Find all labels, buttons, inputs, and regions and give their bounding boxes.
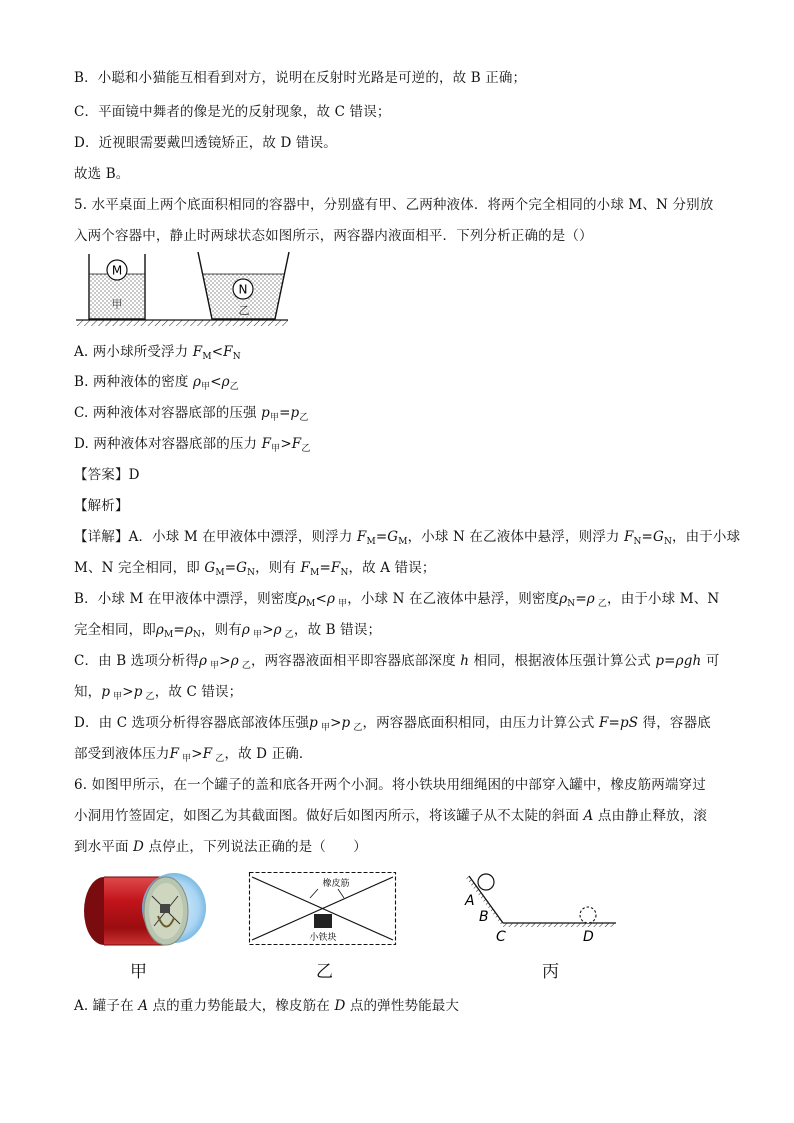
q5-detail-line1: 【详解】A．小球 M 在甲液体中漂浮，则浮力 $F_M=G_M$，小球 N 在乙液体中悬浮，则浮力 $F_N=G_N$，由于小球: [74, 529, 741, 547]
q5-detail-line6: 知，p $_甲$>p $_乙$，故 C 错误；: [74, 684, 243, 702]
ball-m-label: M: [111, 263, 123, 278]
prev-solution-conclusion: 故选 B。: [74, 166, 130, 182]
figure-bing-label: 丙: [542, 962, 559, 982]
liquid-jia-label: 甲: [111, 298, 123, 311]
q5-stem-line2: 入两个容器中，静止时两球状态如图所示，两容器内液面相平．下列分析正确的是（）: [74, 228, 593, 244]
can-start: [478, 874, 494, 890]
q6-stem-line2: 小洞用竹签固定，如图乙为其截面图。做好后如图丙所示，将该罐子从不太陡的斜面 A 点由静止释放，滚: [74, 808, 708, 824]
point-a-label: A: [465, 893, 475, 909]
q6-stem-line1: 6. 如图甲所示，在一个罐子的盖和底各开两个小洞。将小铁块用细绳困的中部穿入罐中，橡皮筋两端穿过: [74, 777, 706, 793]
q5-detail-line2: M、N 完全相同，即 $G_M=G_N$，则有 $F_M=F_N$，故 A 错误；: [74, 560, 436, 578]
rubber-band-label: 橡皮筋: [322, 879, 350, 889]
point-d-label: D: [583, 929, 594, 945]
answer-value: D: [128, 467, 140, 483]
q5-detail-line3: B．小球 M 在甲液体中漂浮，则密度$\rho_M<\rho$ $_甲$，小球 N 在乙液体中悬浮，则密度$\rho_N=\rho$ $_乙$，由于小球 M、N: [74, 591, 720, 609]
q5-detail-line4: 完全相同，即$\rho_M=\rho_N$，则有ρ $_甲$>ρ $_乙$，故 B 错误；: [74, 622, 382, 640]
q5-figure-containers: [70, 248, 292, 330]
q5-analysis-tag: 【解析】: [74, 498, 129, 514]
q5-detail-line8: 部受到液体压力F $_甲$>F $_乙$，故 D 正确．: [74, 746, 313, 764]
prev-solution-c: C．平面镜中舞者的像是光的反射现象，故 C 错误；: [74, 104, 391, 120]
q6-stem-line3: 到水平面 D 点停止，下列说法正确的是（ ）: [74, 839, 367, 855]
q5-detail-line7: D．由 C 选项分析得容器底部液体压强p $_甲$>p $_乙$，两容器底面积相同，由压力计算公式 F=pS 得，容器底: [74, 715, 711, 733]
prev-solution-b: B．小聪和小猫能互相看到对方，说明在反射时光路是可逆的，故 B 正确；: [74, 70, 527, 86]
can-photo: [74, 866, 214, 948]
q5-option-c: C. 两种液体对容器底部的压强 $p_甲=p_乙$: [74, 405, 309, 423]
prev-solution-d: D．近视眼需要戴凹透镜矫正，故 D 错误。: [74, 135, 337, 151]
point-c-label: C: [496, 929, 506, 945]
q5-detail-line5: C．由 B 选项分析得ρ $_甲$>ρ $_乙$，两容器液面相平即容器底部深度 h 相同，根据液体压强计算公式 p=ρgh 可: [74, 653, 720, 671]
q6-option-a: A. 罐子在 A 点的重力势能最大，橡皮筋在 D 点的弹性势能最大: [74, 998, 460, 1014]
cross-section-figure: [248, 871, 398, 947]
ball-n-label: N: [238, 282, 248, 297]
answer-tag: 【答案】: [74, 467, 129, 483]
q5-option-d: D. 两种液体对容器底部的压力 $F_甲>F_乙$: [74, 436, 311, 454]
figure-yi-label: 乙: [316, 962, 333, 982]
can-end: [580, 907, 596, 923]
figure-jia-label: 甲: [130, 962, 147, 982]
slope-figure: [460, 868, 620, 948]
liquid-yi-label: 乙: [238, 304, 250, 317]
q5-option-a: A. 两小球所受浮力 $F_M<F_N$: [74, 344, 241, 362]
q5-option-b: B. 两种液体的密度 $\rho_甲<\rho_乙$: [74, 374, 239, 392]
q5-stem-line1: 5. 水平桌面上两个底面积相同的容器中，分别盛有甲、乙两种液体．将两个完全相同的小球 M、N 分别放: [74, 197, 714, 213]
iron-block: [314, 914, 332, 928]
iron-block-label: 小铁块: [309, 933, 337, 943]
point-b-label: B: [479, 909, 489, 925]
q5-answer: [74, 463, 140, 483]
liquid-jia: [89, 274, 145, 319]
